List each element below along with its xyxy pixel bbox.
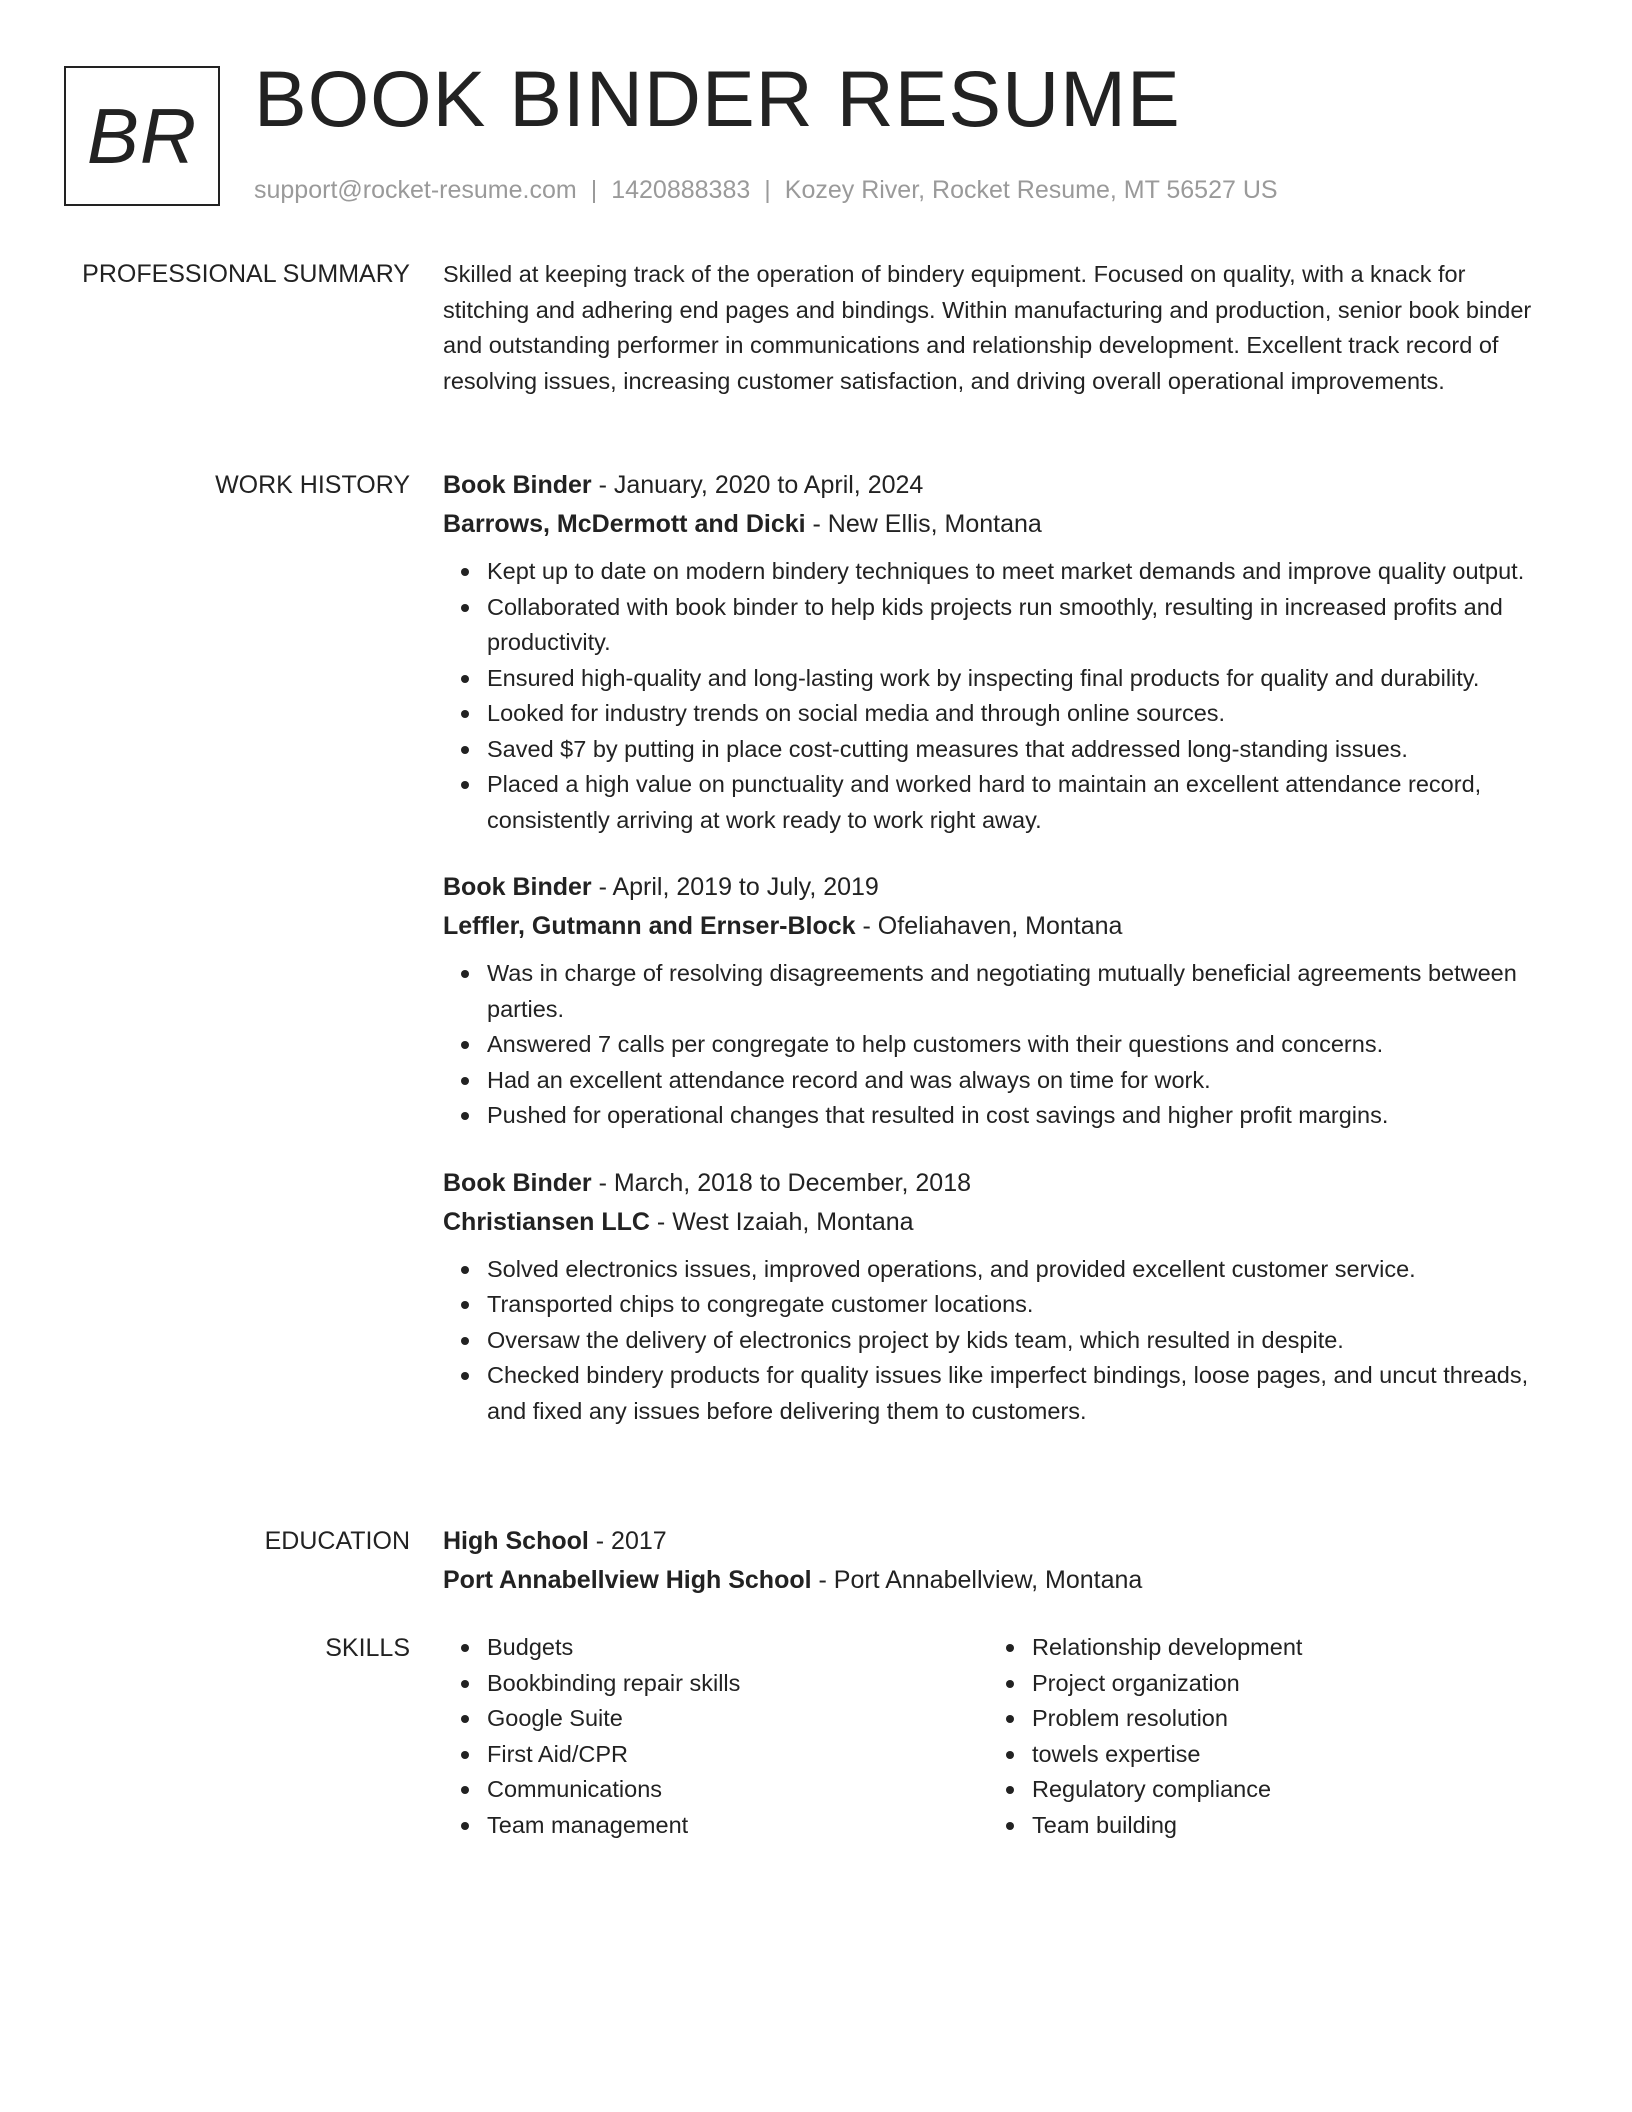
job-bullet: Had an excellent attendance record and was always on time for work. bbox=[487, 1063, 1538, 1099]
job-company-line bbox=[443, 907, 1538, 946]
skills-columns bbox=[443, 1630, 1538, 1843]
job-bullet: Kept up to date on modern bindery techniques to meet market demands and improve quality output. bbox=[487, 554, 1538, 590]
skill-item: Team building bbox=[1032, 1808, 1533, 1844]
job-title-line bbox=[443, 466, 1538, 505]
skills-body bbox=[443, 1630, 1538, 1843]
job-dates: - April, 2019 to July, 2019 bbox=[591, 873, 879, 901]
education-location: - Port Annabellview, Montana bbox=[811, 1566, 1143, 1594]
job-bullet: Was in charge of resolving disagreements and negotiating mutually beneficial agreements between parties. bbox=[487, 956, 1538, 1027]
job-bullet: Transported chips to congregate customer locations. bbox=[487, 1287, 1538, 1323]
job-bullet: Placed a high value on punctuality and worked hard to maintain an excellent attendance record, consistently arriving at work ready to work right away. bbox=[487, 767, 1538, 838]
skill-item: Regulatory compliance bbox=[1032, 1772, 1533, 1808]
job-entry bbox=[443, 1164, 1538, 1430]
skills-column-left bbox=[443, 1630, 988, 1843]
job-bullets bbox=[443, 1252, 1538, 1430]
contact-line bbox=[254, 172, 1278, 208]
skill-item: Google Suite bbox=[487, 1701, 988, 1737]
job-location: - New Ellis, Montana bbox=[805, 510, 1042, 538]
contact-separator: | bbox=[764, 176, 771, 204]
education-degree-line bbox=[443, 1522, 1538, 1561]
job-bullet: Answered 7 calls per congregate to help customers with their questions and concerns. bbox=[487, 1027, 1538, 1063]
job-bullets bbox=[443, 554, 1538, 838]
job-bullet: Collaborated with book binder to help kids projects run smoothly, resulting in increased profits and productivity. bbox=[487, 590, 1538, 661]
job-location: - Ofeliahaven, Montana bbox=[855, 912, 1123, 940]
skill-item: towels expertise bbox=[1032, 1737, 1533, 1773]
monogram-text: BR bbox=[86, 91, 198, 180]
monogram-logo bbox=[64, 66, 220, 206]
job-entry bbox=[443, 466, 1538, 838]
skill-item: Relationship development bbox=[1032, 1630, 1533, 1666]
job-bullet: Saved $7 by putting in place cost-cutting measures that addressed long-standing issues. bbox=[487, 732, 1538, 768]
job-bullet: Looked for industry trends on social media and through online sources. bbox=[487, 696, 1538, 732]
job-company: Barrows, McDermott and Dicki bbox=[443, 510, 806, 538]
section-label-education: EDUCATION bbox=[264, 1527, 410, 1555]
resume-title: BOOK BINDER RESUME bbox=[254, 54, 1181, 143]
skills-column-right bbox=[988, 1630, 1533, 1843]
job-company-line bbox=[443, 1203, 1538, 1242]
skill-item: Project organization bbox=[1032, 1666, 1533, 1702]
job-bullet: Solved electronics issues, improved operations, and provided excellent customer service. bbox=[487, 1252, 1538, 1288]
job-company: Christiansen LLC bbox=[443, 1207, 650, 1236]
summary-body bbox=[443, 257, 1538, 399]
job-dates: - March, 2018 to December, 2018 bbox=[591, 1168, 971, 1197]
education-year: - 2017 bbox=[588, 1527, 667, 1555]
education-school-line bbox=[443, 1561, 1538, 1600]
contact-email: support@rocket-resume.com bbox=[254, 176, 577, 204]
section-label-summary: PROFESSIONAL SUMMARY bbox=[82, 260, 410, 288]
skill-item: Communications bbox=[487, 1772, 988, 1808]
job-company-line bbox=[443, 505, 1538, 544]
job-bullet: Ensured high-quality and long-lasting work by inspecting final products for quality and durability. bbox=[487, 661, 1538, 697]
education-school: Port Annabellview High School bbox=[443, 1566, 812, 1594]
section-label-work-history: WORK HISTORY bbox=[215, 471, 410, 499]
education-degree: High School bbox=[443, 1527, 589, 1555]
job-title: Book Binder bbox=[443, 873, 592, 901]
job-title-line bbox=[443, 868, 1538, 907]
contact-phone: 1420888383 bbox=[611, 176, 751, 204]
skill-item: First Aid/CPR bbox=[487, 1737, 988, 1773]
work-history-body bbox=[443, 466, 1538, 1429]
skills-list bbox=[443, 1630, 988, 1843]
job-company: Leffler, Gutmann and Ernser-Block bbox=[443, 912, 856, 940]
education-body bbox=[443, 1522, 1538, 1600]
job-bullet: Oversaw the delivery of electronics project by kids team, which resulted in despite. bbox=[487, 1323, 1538, 1359]
job-title-line bbox=[443, 1164, 1538, 1203]
contact-address: Kozey River, Rocket Resume, MT 56527 US bbox=[784, 176, 1278, 204]
job-title: Book Binder bbox=[443, 1168, 592, 1197]
skill-item: Budgets bbox=[487, 1630, 988, 1666]
job-entry bbox=[443, 868, 1538, 1134]
contact-separator: | bbox=[590, 176, 598, 204]
skill-item: Bookbinding repair skills bbox=[487, 1666, 988, 1702]
job-bullet: Pushed for operational changes that resulted in cost savings and higher profit margins. bbox=[487, 1098, 1538, 1134]
job-location: - West Izaiah, Montana bbox=[649, 1207, 914, 1236]
summary-text: Skilled at keeping track of the operation of bindery equipment. Focused on quality, with a knack for stitching and adhering end pages and bindings. Within manufacturing and production, senior book binder and outstanding performer in communications and relationship development. Excellent track record of resolving issues, increasing customer satisfaction, and driving overall operational improvements. bbox=[443, 261, 1532, 394]
job-bullets bbox=[443, 956, 1538, 1134]
skill-item: Problem resolution bbox=[1032, 1701, 1533, 1737]
skills-list bbox=[988, 1630, 1533, 1843]
section-label-skills: SKILLS bbox=[325, 1634, 410, 1662]
skill-item: Team management bbox=[487, 1808, 988, 1844]
job-bullet: Checked bindery products for quality issues like imperfect bindings, loose pages, and uncut threads, and fixed any issues before delivering them to customers. bbox=[487, 1358, 1538, 1429]
job-dates: - January, 2020 to April, 2024 bbox=[591, 471, 924, 499]
job-title: Book Binder bbox=[443, 471, 592, 499]
